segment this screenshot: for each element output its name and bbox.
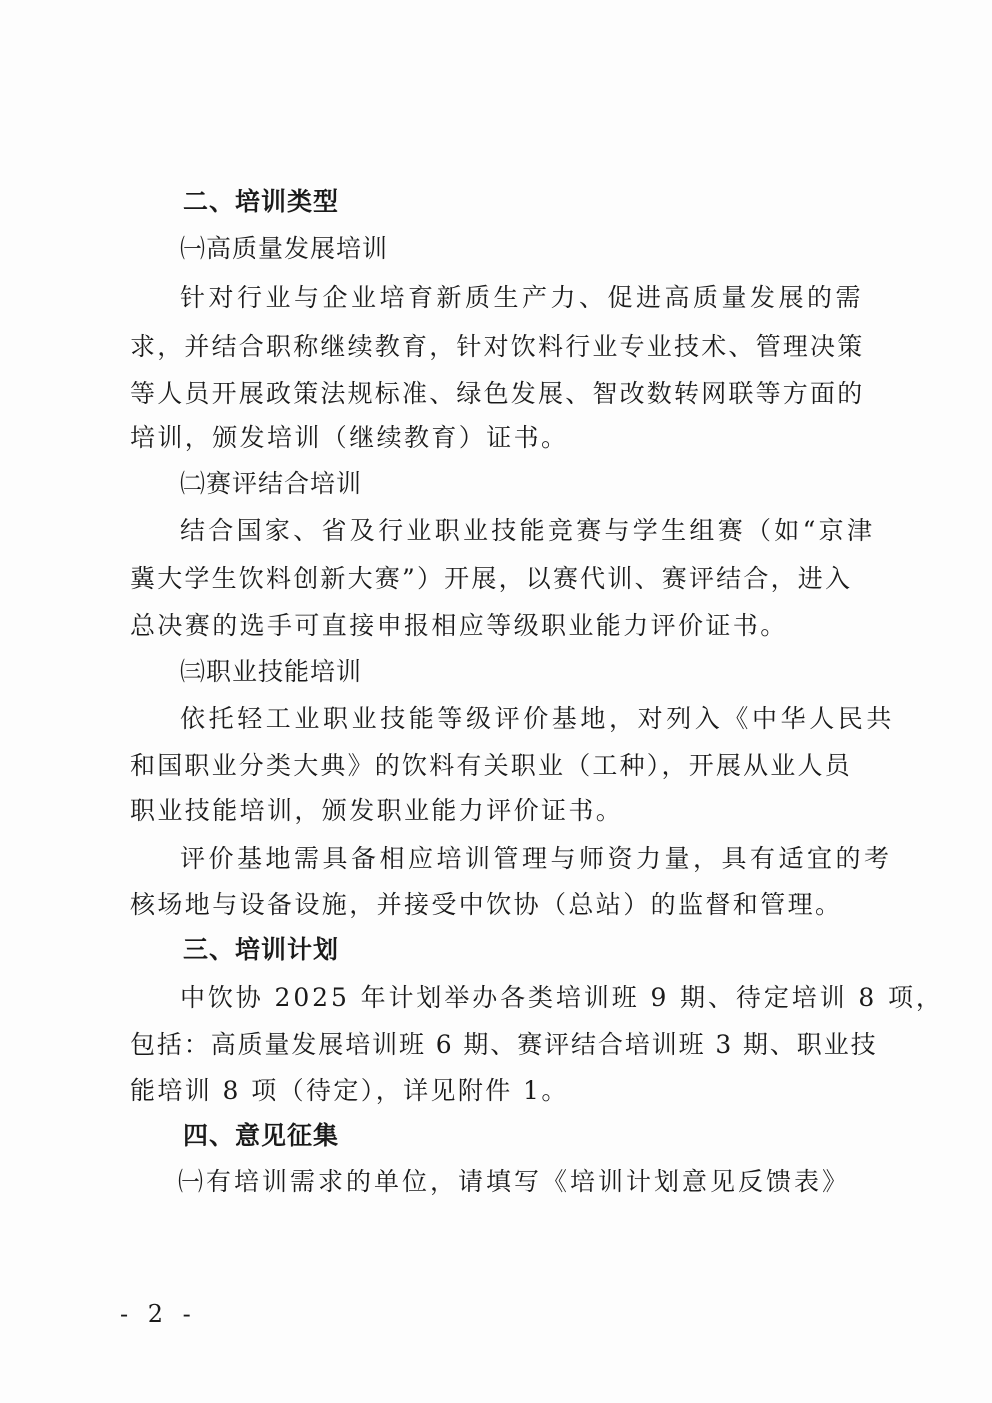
paragraph-line: 培训，颁发培训（继续教育）证书。 bbox=[130, 423, 569, 452]
paragraph-line: 总决赛的选手可直接申报相应等级职业能力评价证书。 bbox=[130, 611, 788, 640]
paragraph-line: 依托轻工业职业技能等级评价基地，对列入《中华人民共 bbox=[180, 704, 896, 733]
subsection-3-title: ㈢职业技能培训 bbox=[180, 657, 363, 686]
paragraph-line: 中饮协 2025 年计划举办各类培训班 9 期、待定培训 8 项， bbox=[180, 983, 944, 1012]
paragraph-line: 等人员开展政策法规标准、绿色发展、智改数转网联等方面的 bbox=[130, 379, 865, 408]
paragraph-line: 求，并结合职称继续教育，针对饮料行业专业技术、管理决策 bbox=[130, 332, 865, 361]
paragraph-line: 职业技能培训，颁发职业能力评价证书。 bbox=[130, 796, 624, 825]
paragraph-line: 和国职业分类大典》的饮料有关职业（工种），开展从业人员 bbox=[130, 751, 852, 780]
paragraph-line: ㈠有培训需求的单位，请填写《培训计划意见反馈表》 bbox=[178, 1167, 851, 1196]
paragraph-line: 包括：高质量发展培训班 6 期、赛评结合培训班 3 期、职业技 bbox=[130, 1030, 878, 1059]
section-2-heading: 二、培训类型 bbox=[183, 187, 340, 216]
subsection-1-title: ㈠高质量发展培训 bbox=[180, 234, 389, 263]
section-3-heading: 三、培训计划 bbox=[183, 935, 340, 964]
page-number: - 2 - bbox=[120, 1300, 197, 1328]
paragraph-line: 能培训 8 项（待定），详见附件 1。 bbox=[130, 1076, 569, 1105]
paragraph-line: 冀大学生饮料创新大赛”）开展，以赛代训、赛评结合，进入 bbox=[130, 564, 853, 593]
paragraph-line: 针对行业与企业培育新质生产力、促进高质量发展的需 bbox=[180, 283, 865, 312]
paragraph-line: 核场地与设备设施，并接受中饮协（总站）的监督和管理。 bbox=[130, 890, 843, 919]
subsection-2-title: ㈡赛评结合培训 bbox=[180, 469, 363, 498]
section-4-heading: 四、意见征集 bbox=[183, 1121, 340, 1150]
paragraph-line: 结合国家、省及行业职业技能竞赛与学生组赛（如“京津 bbox=[180, 516, 876, 545]
paragraph-line: 评价基地需具备相应培训管理与师资力量，具有适宜的考 bbox=[180, 844, 893, 873]
